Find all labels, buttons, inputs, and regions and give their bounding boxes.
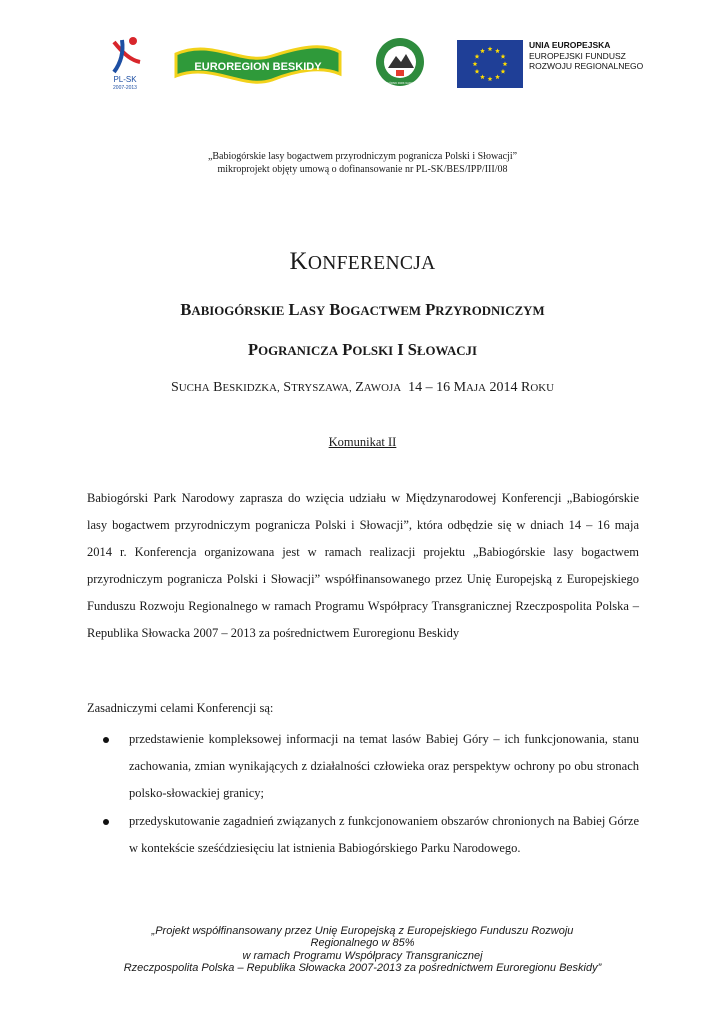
footer-cofinancing xyxy=(0,925,725,974)
plsk-program-logo xyxy=(100,32,150,92)
eu-flag-icon xyxy=(457,40,523,88)
goal-text-2: przedyskutowanie zagadnień związanych z funkcjonowaniem obszarów chronionych na Babiej Górze w kontekście sześćdziesięciu lat istnienia Babiogórskiego Parku Narodowego. xyxy=(129,814,639,855)
place-and-date xyxy=(0,380,725,396)
year-suffix: ROKU xyxy=(521,380,555,395)
footer-line-2: Regionalnego w 85% xyxy=(310,937,415,950)
page-title xyxy=(0,248,725,276)
eu-line-3: ROZWOJU REGIONALNEGO xyxy=(529,61,644,71)
svg-text:PL-SK: PL-SK xyxy=(113,75,137,84)
year: 2014 xyxy=(489,380,518,395)
subtitle-1-text: BABIOGÓRSKIE LASY BOGACTWEM PRZYRODNICZYM xyxy=(180,300,545,319)
bullet-icon xyxy=(103,819,109,825)
goals-title: Zasadniczymi celami Konferencji są: xyxy=(87,701,274,715)
dates: 14 – 16 xyxy=(408,380,451,395)
svg-text:2007-2013: 2007-2013 xyxy=(113,85,137,91)
header-logos xyxy=(0,30,725,100)
eu-line-2: EUROPEJSKI FUNDUSZ xyxy=(529,50,626,61)
month: MAJA xyxy=(453,380,487,395)
intro-line-1: „Babiogórskie lasy bogactwem przyrodniczym pogranicza Polski i Słowacji” xyxy=(207,151,518,162)
footer-line-1: „Projekt współfinansowany przez Unię Europejską z Europejskiego Funduszu Rozwoju xyxy=(151,925,574,937)
euroregion-beskidy-logo xyxy=(172,40,344,90)
svg-text:BABIOGÓRSKI PARK NARODOWY: BABIOGÓRSKI PARK NARODOWY xyxy=(379,82,421,85)
list-item xyxy=(87,726,639,807)
babia-gora-park-logo xyxy=(374,36,426,88)
project-intro xyxy=(0,150,725,176)
title-main: KONFERENCJA xyxy=(289,248,436,275)
subtitle-line-1 xyxy=(0,300,725,320)
place-names: SUCHA BESKIDZKA, STRYSZAWA, ZAWOJA xyxy=(170,380,402,395)
eu-line-1: UNIA EUROPEJSKA xyxy=(529,40,611,50)
list-item xyxy=(87,808,639,862)
intro-line-2: mikroprojekt objęty umową o dofinansowanie nr PL-SK/BES/IPP/III/08 xyxy=(217,164,508,175)
footer-line-3: w ramach Programu Współpracy Transgranicznej xyxy=(242,949,483,962)
eu-fund-label xyxy=(529,40,643,72)
subtitle-2-text: POGRANICZA POLSKI I SŁOWACJI xyxy=(248,340,477,359)
svg-text:EUROREGION BESKIDY: EUROREGION BESKIDY xyxy=(194,61,322,73)
bullet-icon xyxy=(103,737,109,743)
komunikat-heading: Komunikat II xyxy=(328,435,397,449)
goals-list xyxy=(87,726,639,863)
footer-line-4: Rzeczpospolita Polska – Republika Słowacka 2007-2013 za pośrednictwem Euroregionu Beskidy” xyxy=(123,961,602,974)
goal-text-1: przedstawienie kompleksowej informacji na temat lasów Babiej Góry – ich funkcjonowania, stanu zachowania, zmian wynikających z działalności człowieka oraz perspektyw ochrony po obu stronach polsko-słowackiej granicy; xyxy=(129,732,639,800)
subtitle-line-2 xyxy=(0,340,725,360)
invitation-paragraph: Babiogórski Park Narodowy zaprasza do wzięcia udziału w Międzynarodowej Konferencji „Babiogórskie lasy bogactwem przyrodniczym pogranicza Polski i Słowacji”, która odbędzie się w dniach 14 – 16 maja 2014 r. Konferencja organizowana jest w ramach realizacji projektu „Babiogórskie lasy bogactwem przyrodniczym pogranicza Polski i Słowacji” współfinansowanego przez Unię Europejską z Europejskiego Funduszu Rozwoju Regionalnego w ramach Programu Współpracy Transgranicznej Rzeczpospolita Polska – Republika Słowacka 2007 – 2013 za pośrednictwem Euroregionu Beskidy xyxy=(87,491,639,640)
